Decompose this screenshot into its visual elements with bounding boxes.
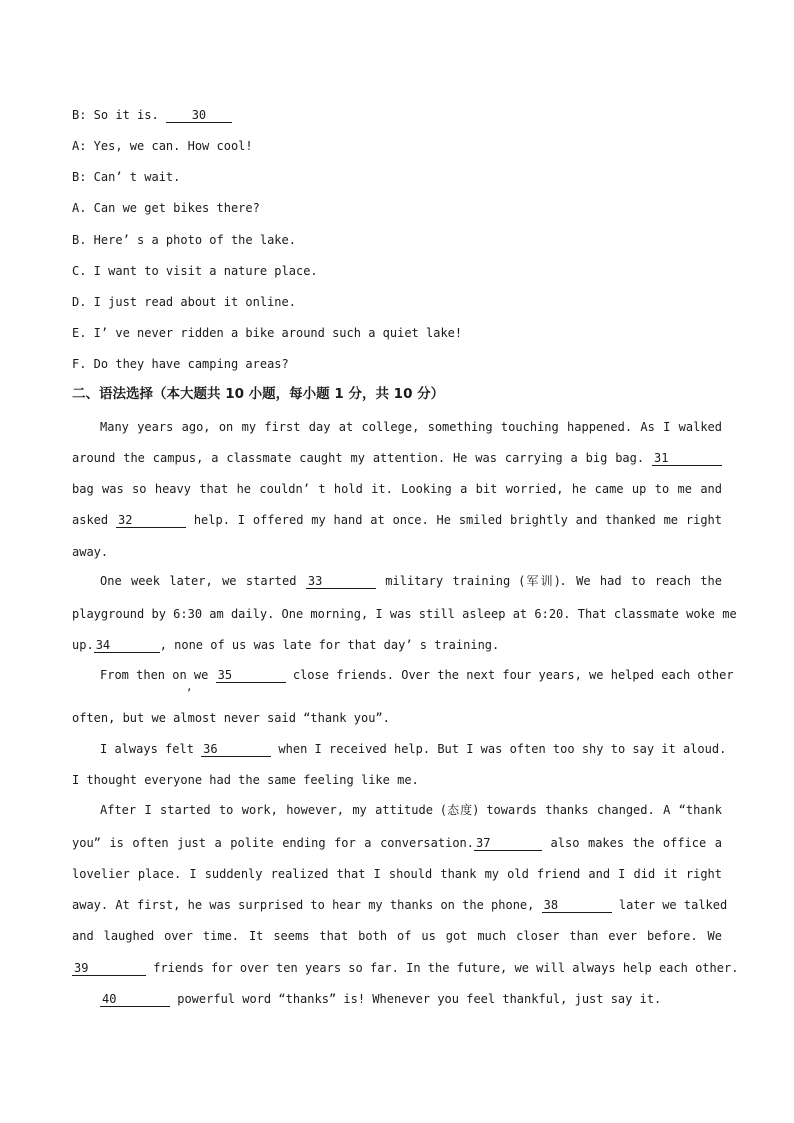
passage-line: and laughed over time. It seems that both of us got much closer than ever before. We [72, 929, 722, 943]
passage-line: away. [72, 545, 109, 559]
answer-blank-39[interactable]: 39 [72, 961, 146, 976]
passage-line: up. 34 , none of us was late for that day’ s training. [72, 638, 500, 652]
answer-blank-33[interactable]: 33 [306, 574, 376, 589]
passage-line: After I started to work, however, my attitude (态度) towards thanks changed. A “thank [100, 803, 722, 817]
answer-blank-35[interactable]: 35 [216, 668, 286, 683]
passage-line: Many years ago, on my first day at college, something touching happened. As I walked [100, 420, 722, 434]
passage-line: asked 32 help. I offered my hand at once. He smiled brightly and thanked me right [72, 513, 722, 527]
answer-blank-38[interactable]: 38 [542, 898, 612, 913]
option-d: D. I just read about it online. [72, 295, 296, 309]
passage-line: playground by 6:30 am daily. One morning, I was still asleep at 6:20. That classmate woke me [72, 607, 737, 621]
stray-comma: , [186, 680, 193, 693]
passage-line: I always felt 36 when I received help. But I was often too shy to say it aloud. [100, 742, 727, 756]
dialogue-line: B: Can’ t wait. [72, 170, 181, 184]
passage-line: 39 friends for over ten years so far. In the future, we will always help each other. [74, 961, 739, 975]
answer-blank-34[interactable]: 34 [94, 638, 160, 653]
answer-blank-32[interactable]: 32 [116, 513, 186, 528]
dialogue-line: B: So it is. 30 [72, 107, 232, 123]
answer-blank-31[interactable]: 31 [652, 451, 722, 466]
option-b: B. Here’ s a photo of the lake. [72, 233, 296, 247]
passage-line: One week later, we started 33 military training (军训). We had to reach the [100, 574, 722, 588]
option-c: C. I want to visit a nature place. [72, 264, 318, 278]
option-e: E. I’ ve never ridden a bike around such a quiet lake! [72, 326, 463, 340]
option-f: F. Do they have camping areas? [72, 357, 289, 371]
answer-blank-37[interactable]: 37 [474, 836, 542, 851]
passage-line: bag was so heavy that he couldn’ t hold it. Looking a bit worried, he came up to me and [72, 482, 722, 496]
answer-blank-36[interactable]: 36 [201, 742, 271, 757]
dialogue-line: A: Yes, we can. How cool! [72, 139, 253, 153]
option-a: A. Can we get bikes there? [72, 201, 260, 215]
passage-line: I thought everyone had the same feeling like me. [72, 773, 419, 787]
passage-line: 40 powerful word “thanks” is! Whenever you feel thankful, just say it. [102, 992, 662, 1006]
section-heading: 二、语法选择（本大题共 10 小题，每小题 1 分，共 10 分） [72, 386, 445, 402]
passage-line: lovelier place. I suddenly realized that I should thank my old friend and I did it right [72, 867, 722, 881]
passage-line: away. At first, he was surprised to hear my thanks on the phone, 38 later we talked [72, 898, 728, 912]
answer-blank-30[interactable]: 30 [166, 108, 232, 123]
passage-line: From then on we 35 close friends. Over the next four years, we helped each other [100, 668, 734, 682]
passage-line: you” is often just a polite ending for a conversation. 37 also makes the office a [72, 836, 722, 850]
answer-blank-40[interactable]: 40 [100, 992, 170, 1007]
passage-line: around the campus, a classmate caught my attention. He was carrying a big bag. 31 [72, 450, 722, 466]
passage-line: often, but we almost never said “thank you”. [72, 711, 390, 725]
